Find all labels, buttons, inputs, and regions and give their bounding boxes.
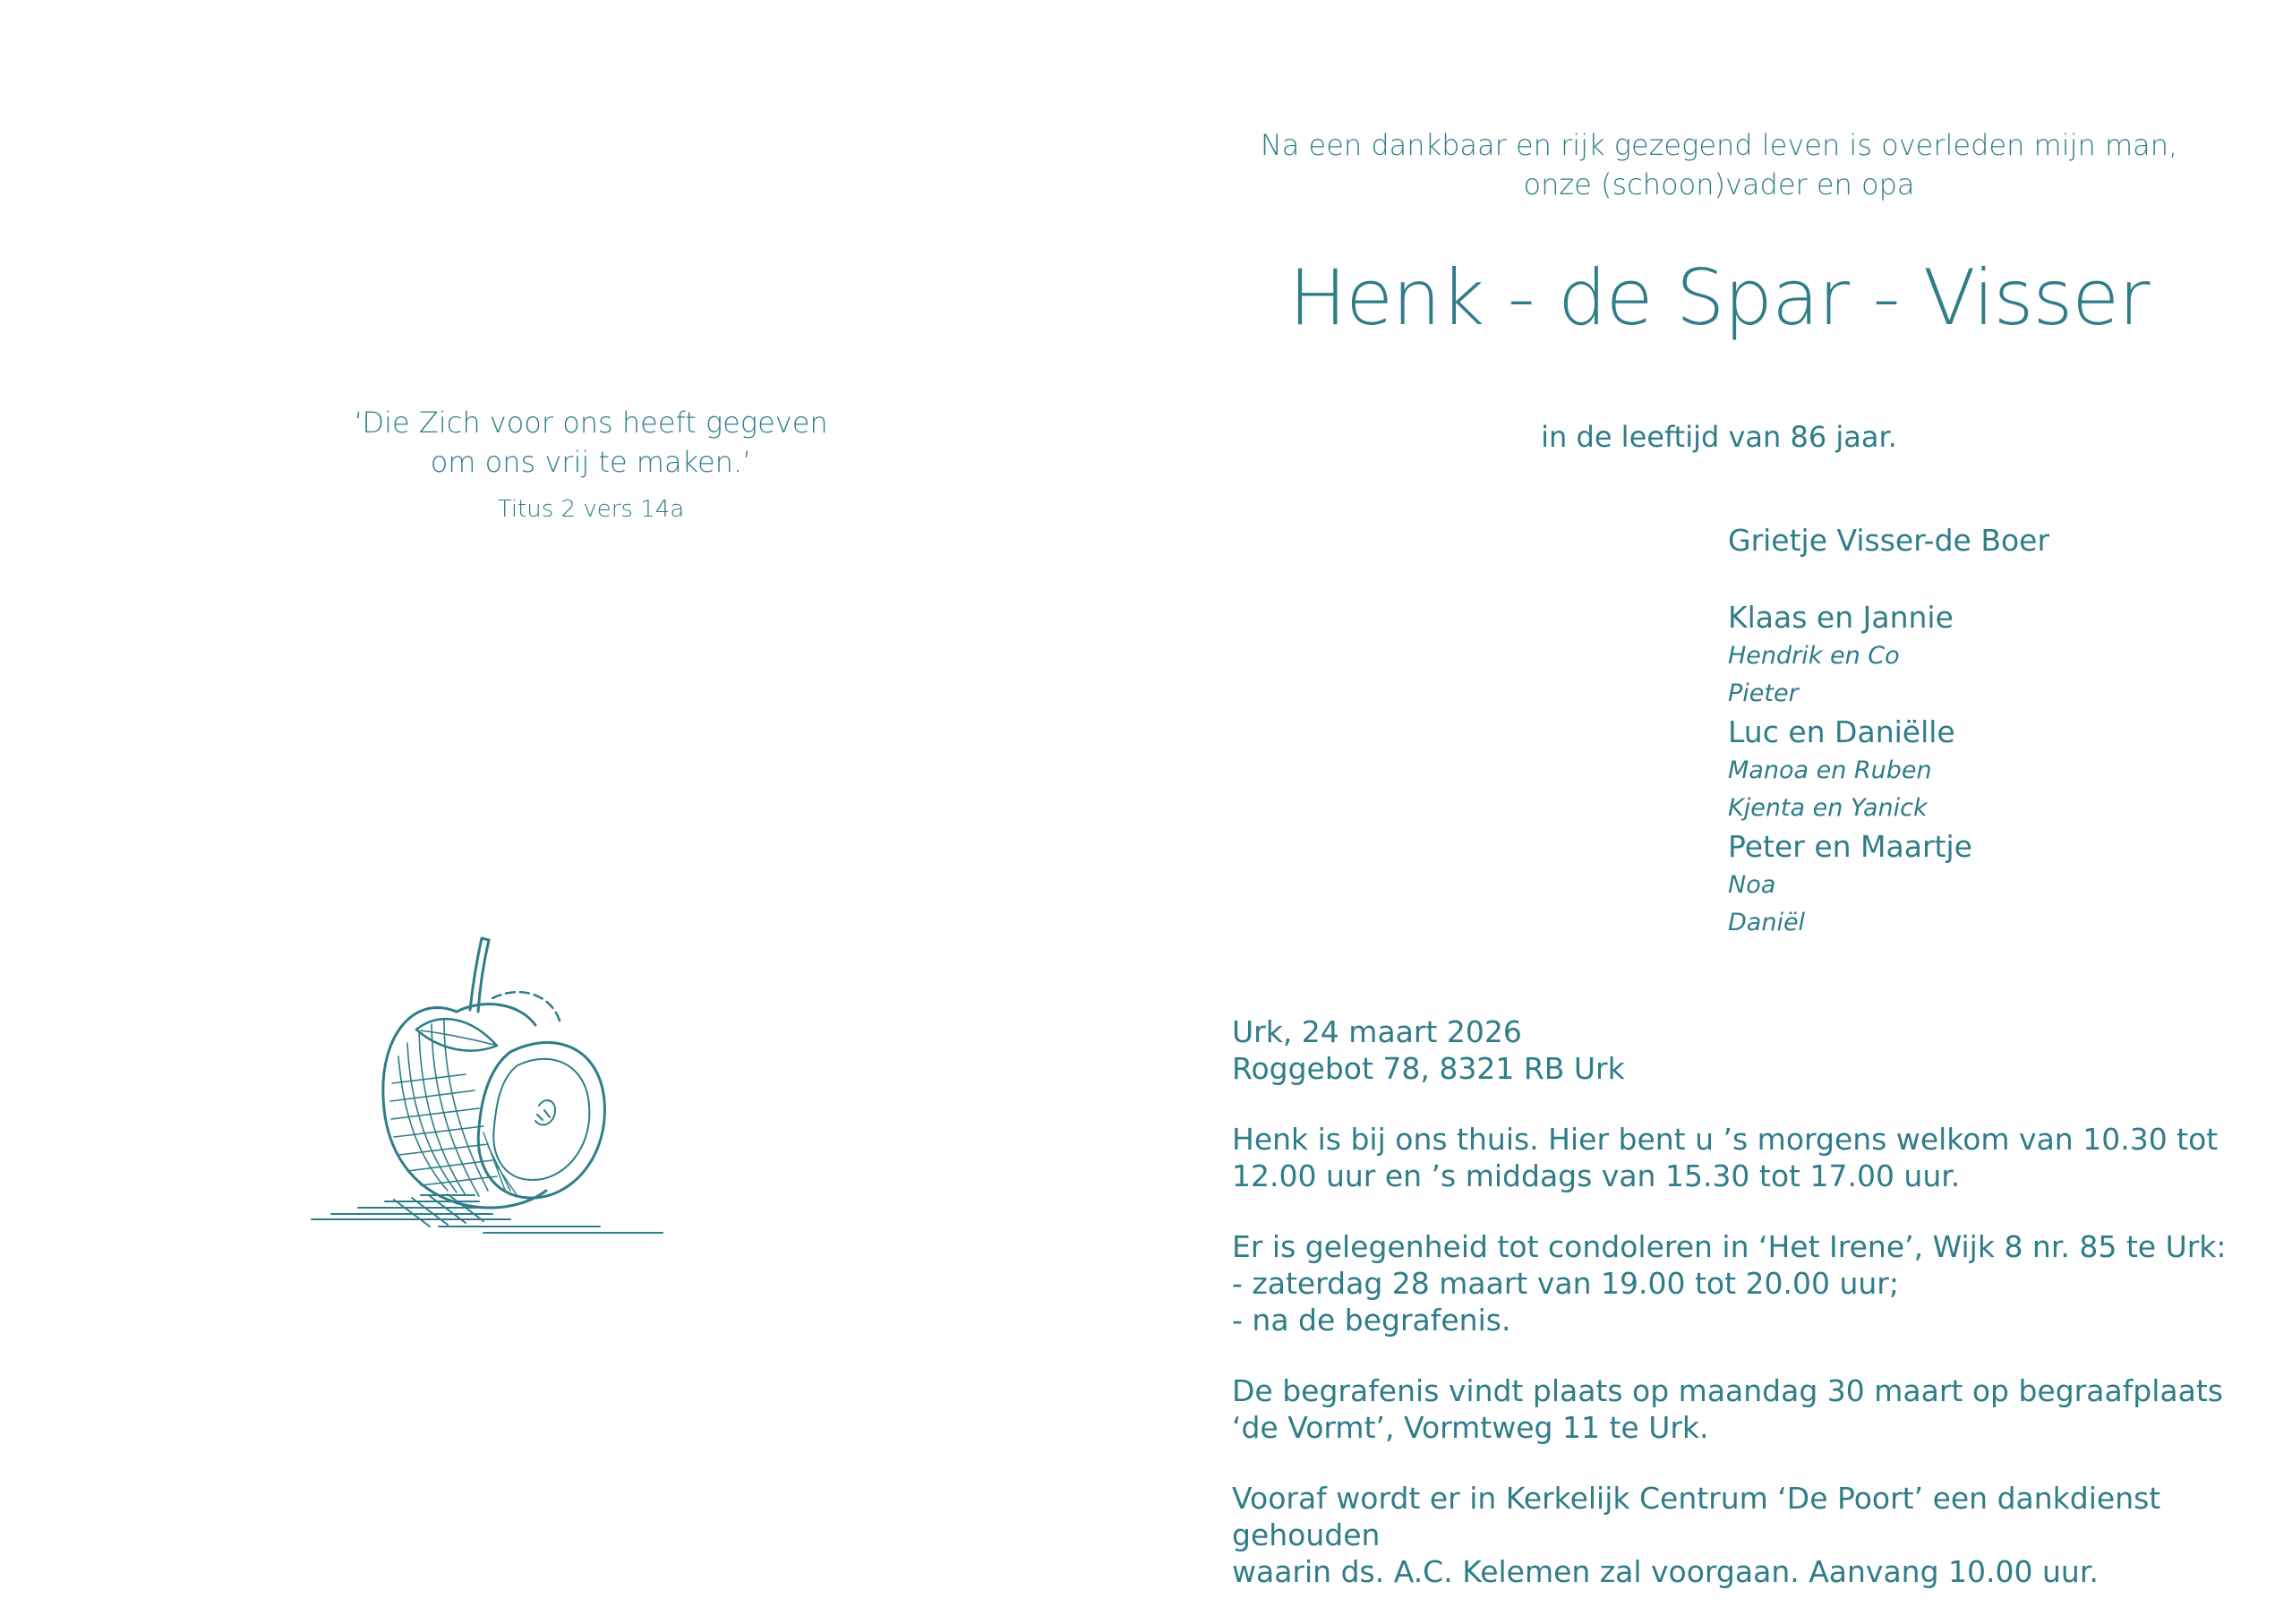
- visiting-line: 12.00 uur en ’s middags van 15.30 tot 17.00 uur.: [1232, 1158, 1961, 1193]
- visiting-line: Henk is bij ons thuis. Hier bent u ’s morgens welkom van 10.30 tot: [1232, 1122, 2219, 1157]
- grandchild-name: Daniël: [1728, 909, 1806, 936]
- family-list: [1728, 521, 2229, 942]
- left-page: [0, 0, 1146, 1620]
- verse-line: om ons vrij te maken.’: [430, 445, 752, 479]
- intro-line: onze (schoon)vader en opa: [1523, 167, 1915, 201]
- deceased-name: Henk - de Spar - Visser: [1288, 253, 2150, 343]
- funeral-notice: [1232, 1013, 2262, 1624]
- place-date: Urk, 24 maart 2026: [1232, 1014, 1522, 1049]
- visiting-info: [1232, 1121, 2262, 1194]
- grandchild-name: Hendrik en Co: [1728, 642, 1900, 670]
- spouse-name: Grietje Visser-de Boer: [1728, 523, 2050, 558]
- grandchild-name: Pieter: [1728, 680, 1799, 707]
- grandchild-name: Manoa en Ruben: [1728, 756, 1932, 784]
- home-address: Roggebot 78, 8321 RB Urk: [1232, 1051, 1625, 1086]
- funeral-line: De begrafenis vindt plaats op maandag 30 maart op begraafplaats: [1232, 1373, 2223, 1408]
- grandchild-name: Kjenta en Yanick: [1728, 794, 1928, 822]
- funeral-info: [1232, 1372, 2262, 1446]
- service-line: waarin ds. A.C. Kelemen zal voorgaan. Aanvang 10.00 uur.: [1232, 1554, 2099, 1589]
- apple-sketch-icon: [304, 931, 770, 1271]
- child-name: Peter en Maartje: [1728, 829, 1972, 864]
- verse-reference: Titus 2 vers 14a: [497, 496, 685, 523]
- verse-line: ‘Die Zich voor ons heeft gegeven: [354, 406, 828, 440]
- child-name: Luc en Daniëlle: [1728, 714, 1955, 749]
- bible-verse: [304, 403, 877, 525]
- condolence-line: Er is gelegenheid tot condoleren in ‘Het Irene’, Wijk 8 nr. 85 te Urk:: [1232, 1229, 2227, 1264]
- age-line: in de leeftijd van 86 jaar.: [1541, 420, 1897, 454]
- funeral-line: ‘de Vormt’, Vormtweg 11 te Urk.: [1232, 1410, 1709, 1445]
- child-name: Klaas en Jannie: [1728, 600, 1954, 635]
- place-and-address: [1232, 1013, 2262, 1087]
- grandchild-name: Noa: [1728, 871, 1776, 899]
- condolence-line: - zaterdag 28 maart van 19.00 tot 20.00 uur;: [1232, 1266, 1899, 1301]
- intro-line: Na een dankbaar en rijk gezegend leven is overleden mijn man,: [1260, 128, 2178, 162]
- service-line: Vooraf wordt er in Kerkelijk Centrum ‘De Poort’ een dankdienst gehouden: [1232, 1481, 2161, 1552]
- condolence-info: [1232, 1228, 2262, 1338]
- death-announcement-intro: [1218, 125, 2220, 204]
- right-page: [1146, 0, 2292, 1620]
- condolence-line: - na de begrafenis.: [1232, 1303, 1511, 1338]
- service-info: [1232, 1480, 2262, 1590]
